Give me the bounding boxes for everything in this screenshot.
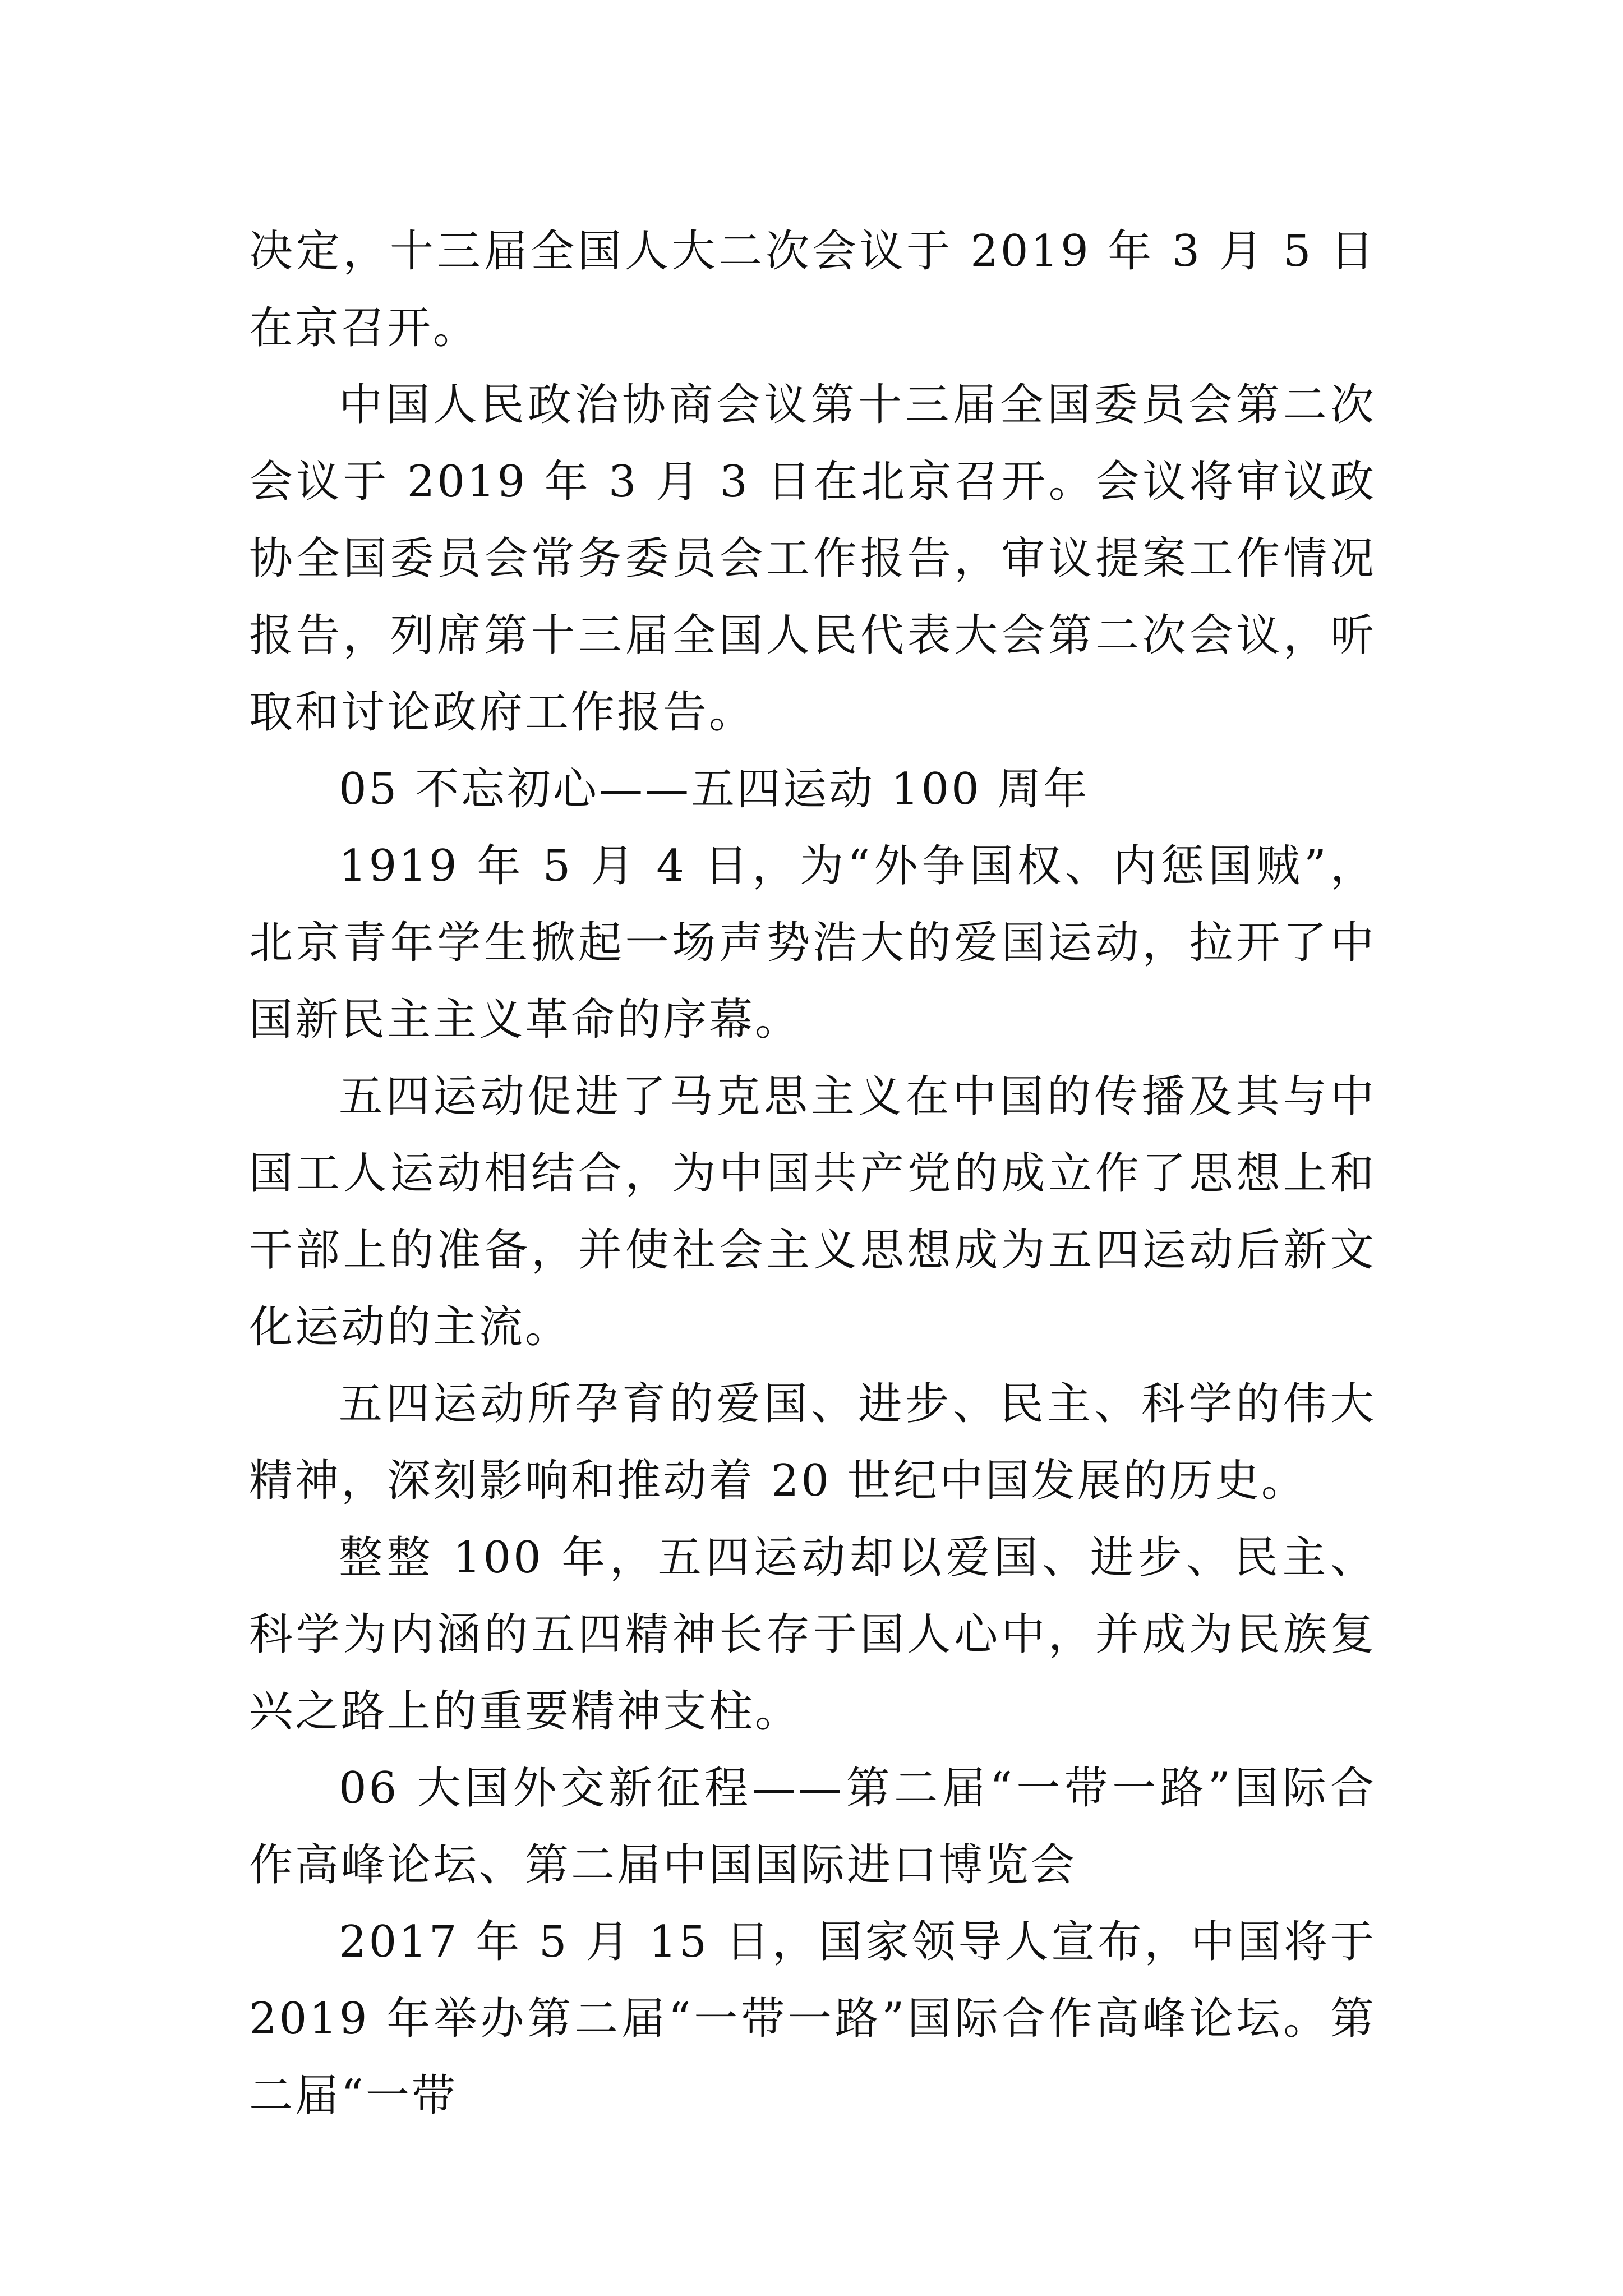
paragraph-may-fourth-1919: 1919 年 5 月 4 日，为“外争国权、内惩国贼”，北京青年学生掀起一场声势浩大的爱国运动，拉开了中国新民主主义革命的序幕。 bbox=[249, 841, 1376, 1045]
paragraph-may-fourth-100-years: 整整 100 年，五四运动却以爱国、进步、民主、科学为内涵的五四精神长存于国人心中，并成为民族复兴之路上的重要精神支柱。 bbox=[249, 1533, 1376, 1737]
paragraph-may-fourth-marxism: 五四运动促进了马克思主义在中国的传播及其与中国工人运动相结合，为中国共产党的成立作了思想上和干部上的准备，并使社会主义思想成为五四运动后新文化运动的主流。 bbox=[249, 1071, 1376, 1352]
section-heading-diplomacy: 06 大国外交新征程——第二届“一带一路”国际合作高峰论坛、第二届中国国际进口博览会 bbox=[249, 1763, 1376, 1890]
paragraph-belt-road-2017: 2017 年 5 月 15 日，国家领导人宣布，中国将于 2019 年举办第二届“一带一路”国际合作高峰论坛。第二届“一带 bbox=[249, 1917, 1376, 2121]
paragraph-congress-date-cont: 决定，十三届全国人大二次会议于 2019 年 3 月 5 日在京召开。 bbox=[249, 226, 1376, 353]
document-body bbox=[249, 213, 1376, 2134]
paragraph-may-fourth-spirit: 五四运动所孕育的爱国、进步、民主、科学的伟大精神，深刻影响和推动着 20 世纪中国发展的历史。 bbox=[249, 1379, 1376, 1506]
paragraph-cppcc-session: 中国人民政治协商会议第十三届全国委员会第二次会议于 2019 年 3 月 3 日在北京召开。会议将审议政协全国委员会常务委员会工作报告，审议提案工作情况报告，列席第十三届全国人民代表大会第二次会议，听取和讨论政府工作报告。 bbox=[249, 380, 1376, 738]
section-heading-may-fourth: 05 不忘初心——五四运动 100 周年 bbox=[339, 764, 1090, 815]
